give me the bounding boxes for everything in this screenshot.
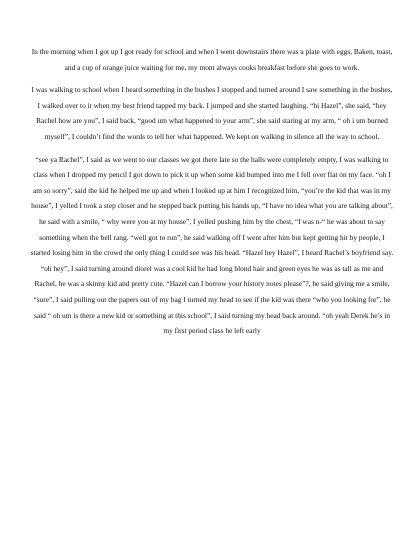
paragraph: I was walking to school when I heard something in the bushes I stopped and turned around I saw something in the bushes, I walked over to it when my best friend tapped my back. I jumped and she started laughing. “hi Hazel”, she said, “hey Rachel how are you”, I said back, “good um what happened to your arm”, she said staring at my arm, “ oh i um burned myself”, I couldn’t find the words to tell her what happened. We kept on walking in silence all the way to school. (31, 85, 393, 141)
paragraph: “see ya Rachel”, I said as we went to our classes we got there late so the halls were completely empty, I was walking to class when I dropped my pencil I got down to pick it up when some kid bumped into me I fell over flat on my face. “oh I am so sorry”, said the kid he helped me up and when I looked up at him I recognized him, “you’re the kid that was in my house”, I yelled I took a step closer and he stepped back putting his hands up, “I have no idea what you are talking about”, he said with a smile, “ why were you at my house”, I yelled pushing him by the chest, “I was n-“ he was about to say something when the bell rang. “well got to run”, he said walking off I went after him but kept getting hit by people, I started losing him in the crowd the only thing I could see was his head. “Hazel hey Hazel”, I heard Rachel’s boyfriend say. “oh hey”, I said turning around diorel was a cool kid he had long blond hair and green eyes he was as tall as me and Rachel, he was a skinny kid and pretty cute. “Hazel can I borrow your history notes please”?, he said giving me a smile, “sure”, I said pulling out the papers out of my bag I turned my head to see if the kid was there “who you looking for”, he said “ oh um is there a new kid or something at this school”, I said turning my head back around. “oh yeah Derek he’s in my first period class he left early (30, 154, 394, 336)
paragraph: In the morning when I got up I got ready for school and when I went downstairs there was a plate with eggs, Baken, toast, and a cup of orange juice waiting for me, my mom always cooks breakfast before she goes to work. (31, 47, 393, 72)
document-body (30, 44, 394, 346)
